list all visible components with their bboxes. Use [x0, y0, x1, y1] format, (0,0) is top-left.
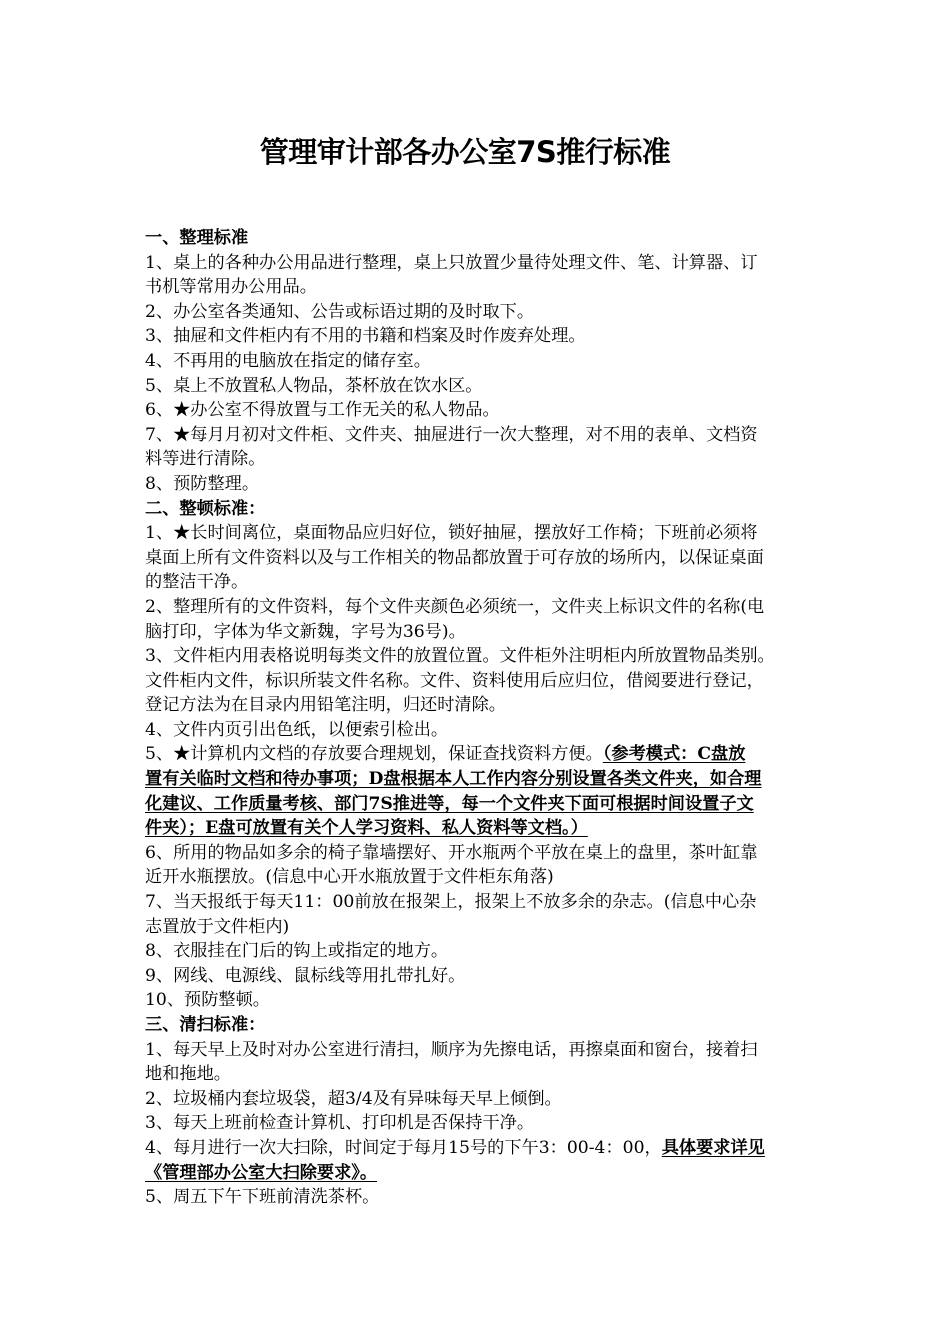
paragraph-line: 料等进行清除。	[145, 449, 266, 470]
paragraph-line: 的整洁干净。	[145, 572, 249, 593]
paragraph-line: 1、每天早上及时对办公室进行清扫，顺序为先擦电话，再擦桌面和窗台，接着扫	[145, 1039, 758, 1060]
paragraph-line	[145, 816, 813, 841]
text-plain: 5、★计算机内文档的存放要合理规划，保证查找资料方便。	[145, 744, 603, 765]
paragraph-line: 10、预防整顿。	[145, 990, 270, 1011]
paragraph-line: 1、桌上的各种办公用品进行整理，桌上只放置少量待处理文件、笔、计算器、订	[145, 252, 758, 273]
paragraph-line: 登记方法为在目录内用铅笔注明，归还时清除。	[145, 695, 506, 716]
paragraph-line: 6、★办公室不得放置与工作无关的私人物品。	[145, 400, 500, 421]
document-body	[145, 226, 813, 1210]
underlined-reference-text: 件夹）；E盘可放置有关个人学习资料、私人资料等文档。）	[145, 818, 588, 839]
paragraph-line	[145, 1136, 813, 1161]
paragraph-line: 6、所用的物品如多余的椅子靠墙摆好、开水瓶两个平放在桌上的盘里，茶叶缸靠	[145, 842, 758, 863]
paragraph-line: 5、桌上不放置私人物品，茶杯放在饮水区。	[145, 375, 483, 396]
paragraph-line: 3、每天上班前检查计算机、打印机是否保持干净。	[145, 1113, 535, 1134]
section-heading-clean: 三、清扫标准：	[145, 1015, 266, 1035]
paragraph-line: 3、抽屉和文件柜内有不用的书籍和档案及时作废弃处理。	[145, 326, 586, 347]
page-title: 管理审计部各办公室7S推行标准	[259, 135, 671, 169]
paragraph-line: 4、文件内页引出色纸，以便索引检出。	[145, 719, 449, 740]
section-heading-arrange: 二、整顿标准：	[145, 498, 266, 519]
paragraph-line: 脑打印，字体为华文新魏，字号为36号)。	[145, 621, 466, 642]
paragraph-line: 7、★每月月初对文件柜、文件夹、抽屉进行一次大整理，对不用的表单、文档资	[145, 424, 758, 445]
paragraph-line: 志置放于文件柜内)	[145, 916, 290, 937]
paragraph-line: 9、网线、电源线、鼠标线等用扎带扎好。	[145, 965, 466, 986]
paragraph-line: 2、办公室各类通知、公告或标语过期的及时取下。	[145, 301, 535, 322]
paragraph-line	[145, 1161, 813, 1186]
paragraph-line: 2、整理所有的文件资料，每个文件夹颜色必须统一，文件夹上标识文件的名称(电	[145, 596, 765, 617]
paragraph-line: 8、衣服挂在门后的钩上或指定的地方。	[145, 941, 449, 962]
underlined-reference-line: 化建议、工作质量考核、部门7S推进等，每一个文件夹下面可根据时间设置子文	[145, 793, 754, 814]
paragraph-line	[145, 742, 813, 767]
paragraph-line: 文件柜内文件，标识所装文件名称。文件、资料使用后应归位，借阅要进行登记，	[145, 670, 764, 691]
paragraph-line: 4、不再用的电脑放在指定的储存室。	[145, 350, 431, 371]
paragraph-line: 3、文件柜内用表格说明每类文件的放置位置。文件柜外注明柜内所放置物品类别。	[145, 646, 775, 667]
paragraph-line: 5、周五下午下班前清洗茶杯。	[145, 1187, 380, 1208]
paragraph-line: 2、垃圾桶内套垃圾袋，超3/4及有异味每天早上倾倒。	[145, 1088, 562, 1109]
underlined-reference-text: （参考模式：C盘放	[602, 744, 746, 765]
text-plain: 4、每月进行一次大扫除，时间定于每月15号的下午3：00-4：00，	[145, 1137, 662, 1158]
paragraph-line: 1、★长时间离位，桌面物品应归好位，锁好抽屉，摆放好工作椅；下班前必须将	[145, 523, 758, 544]
paragraph-line: 地和拖地。	[145, 1064, 231, 1085]
section-heading-sort: 一、整理标准	[145, 228, 249, 248]
underlined-reference-line: 置有关临时文档和待办事项；D盘根据本人工作内容分别设置各类文件夹，如合理	[145, 769, 762, 790]
paragraph-line: 桌面上所有文件资料以及与工作相关的物品都放置于可存放的场所内，以保证桌面	[145, 547, 764, 568]
paragraph-line: 近开水瓶摆放。(信息中心开水瓶放置于文件柜东角落)	[145, 867, 554, 888]
underlined-reference-text: 《管理部办公室大扫除要求》。	[145, 1162, 378, 1183]
paragraph-line: 8、预防整理。	[145, 473, 260, 494]
paragraph-line: 书机等常用办公用品。	[145, 277, 317, 298]
underlined-reference-text: 具体要求详见	[661, 1137, 765, 1158]
paragraph-line: 7、当天报纸于每天11：00前放在报架上，报架上不放多余的杂志。(信息中心杂	[145, 892, 757, 913]
